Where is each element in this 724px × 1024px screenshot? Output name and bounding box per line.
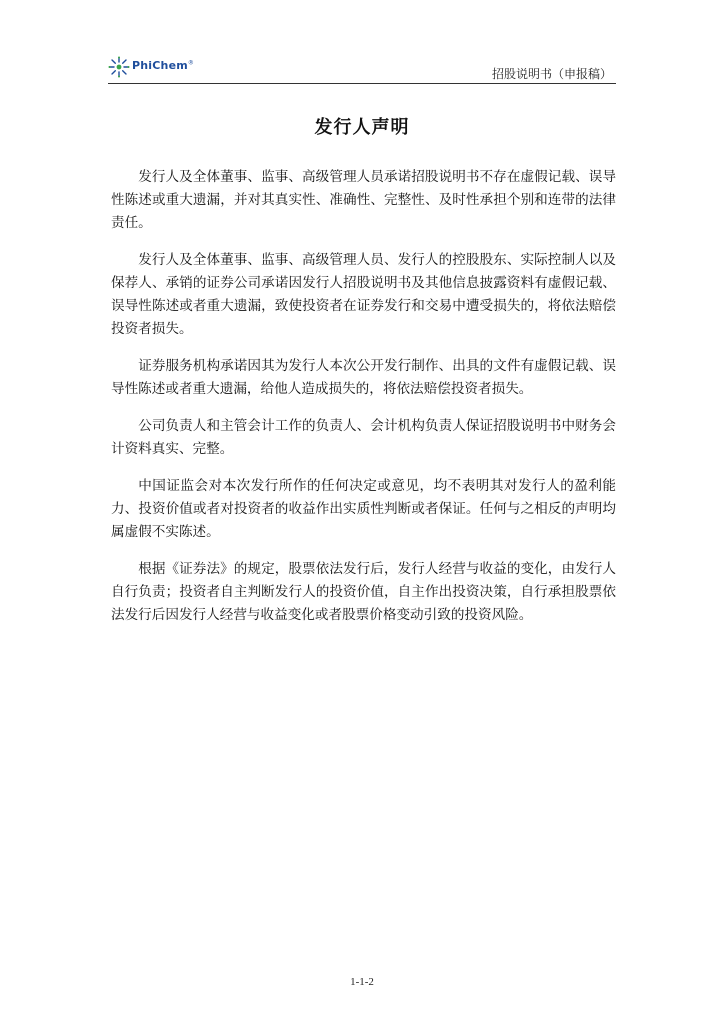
- registered-mark: ®: [187, 59, 195, 67]
- statement-body: [111, 166, 616, 641]
- company-logo: [108, 56, 218, 78]
- statement-paragraph-2: 发行人及全体董事、监事、高级管理人员、发行人的控股股东、实际控制人以及保荐人、承销的证券公司承诺因发行人招股说明书及其他信息披露资料有虚假记载、误导性陈述或者重大遗漏，致使投资者在证券发行和交易中遭受损失的，将依法赔偿投资者损失。: [111, 252, 616, 337]
- statement-paragraph-5: 中国证监会对本次发行所作的任何决定或意见，均不表明其对发行人的盈利能力、投资价值或者对投资者的收益作出实质性判断或者保证。任何与之相反的声明均属虚假不实陈述。: [111, 478, 616, 540]
- page-title: 发行人声明: [314, 117, 410, 138]
- statement-paragraph-3: 证券服务机构承诺因其为发行人本次公开发行制作、出具的文件有虚假记载、误导性陈述或者重大遗漏，给他人造成损失的，将依法赔偿投资者损失。: [111, 358, 616, 397]
- page-header: [108, 50, 616, 84]
- logo-wordmark: PhiChem®: [132, 59, 195, 72]
- header-document-title: 招股说明书（申报稿）: [491, 67, 612, 81]
- header-divider: [108, 83, 616, 84]
- statement-paragraph-4: 公司负责人和主管会计工作的负责人、会计机构负责人保证招股说明书中财务会计资料真实、完整。: [111, 418, 616, 457]
- statement-paragraph-1: 发行人及全体董事、监事、高级管理人员承诺招股说明书不存在虚假记载、误导性陈述或重大遗漏，并对其真实性、准确性、完整性、及时性承担个别和连带的法律责任。: [111, 169, 616, 231]
- statement-paragraph-6: 根据《证券法》的规定，股票依法发行后，发行人经营与收益的变化，由发行人自行负责；投资者自主判断发行人的投资价值，自主作出投资决策，自行承担股票依法发行后因发行人经营与收益变化或者股票价格变动引致的投资风险。: [111, 561, 616, 623]
- starburst-logo-icon: [108, 56, 130, 78]
- page-number: 1-1-2: [350, 976, 374, 988]
